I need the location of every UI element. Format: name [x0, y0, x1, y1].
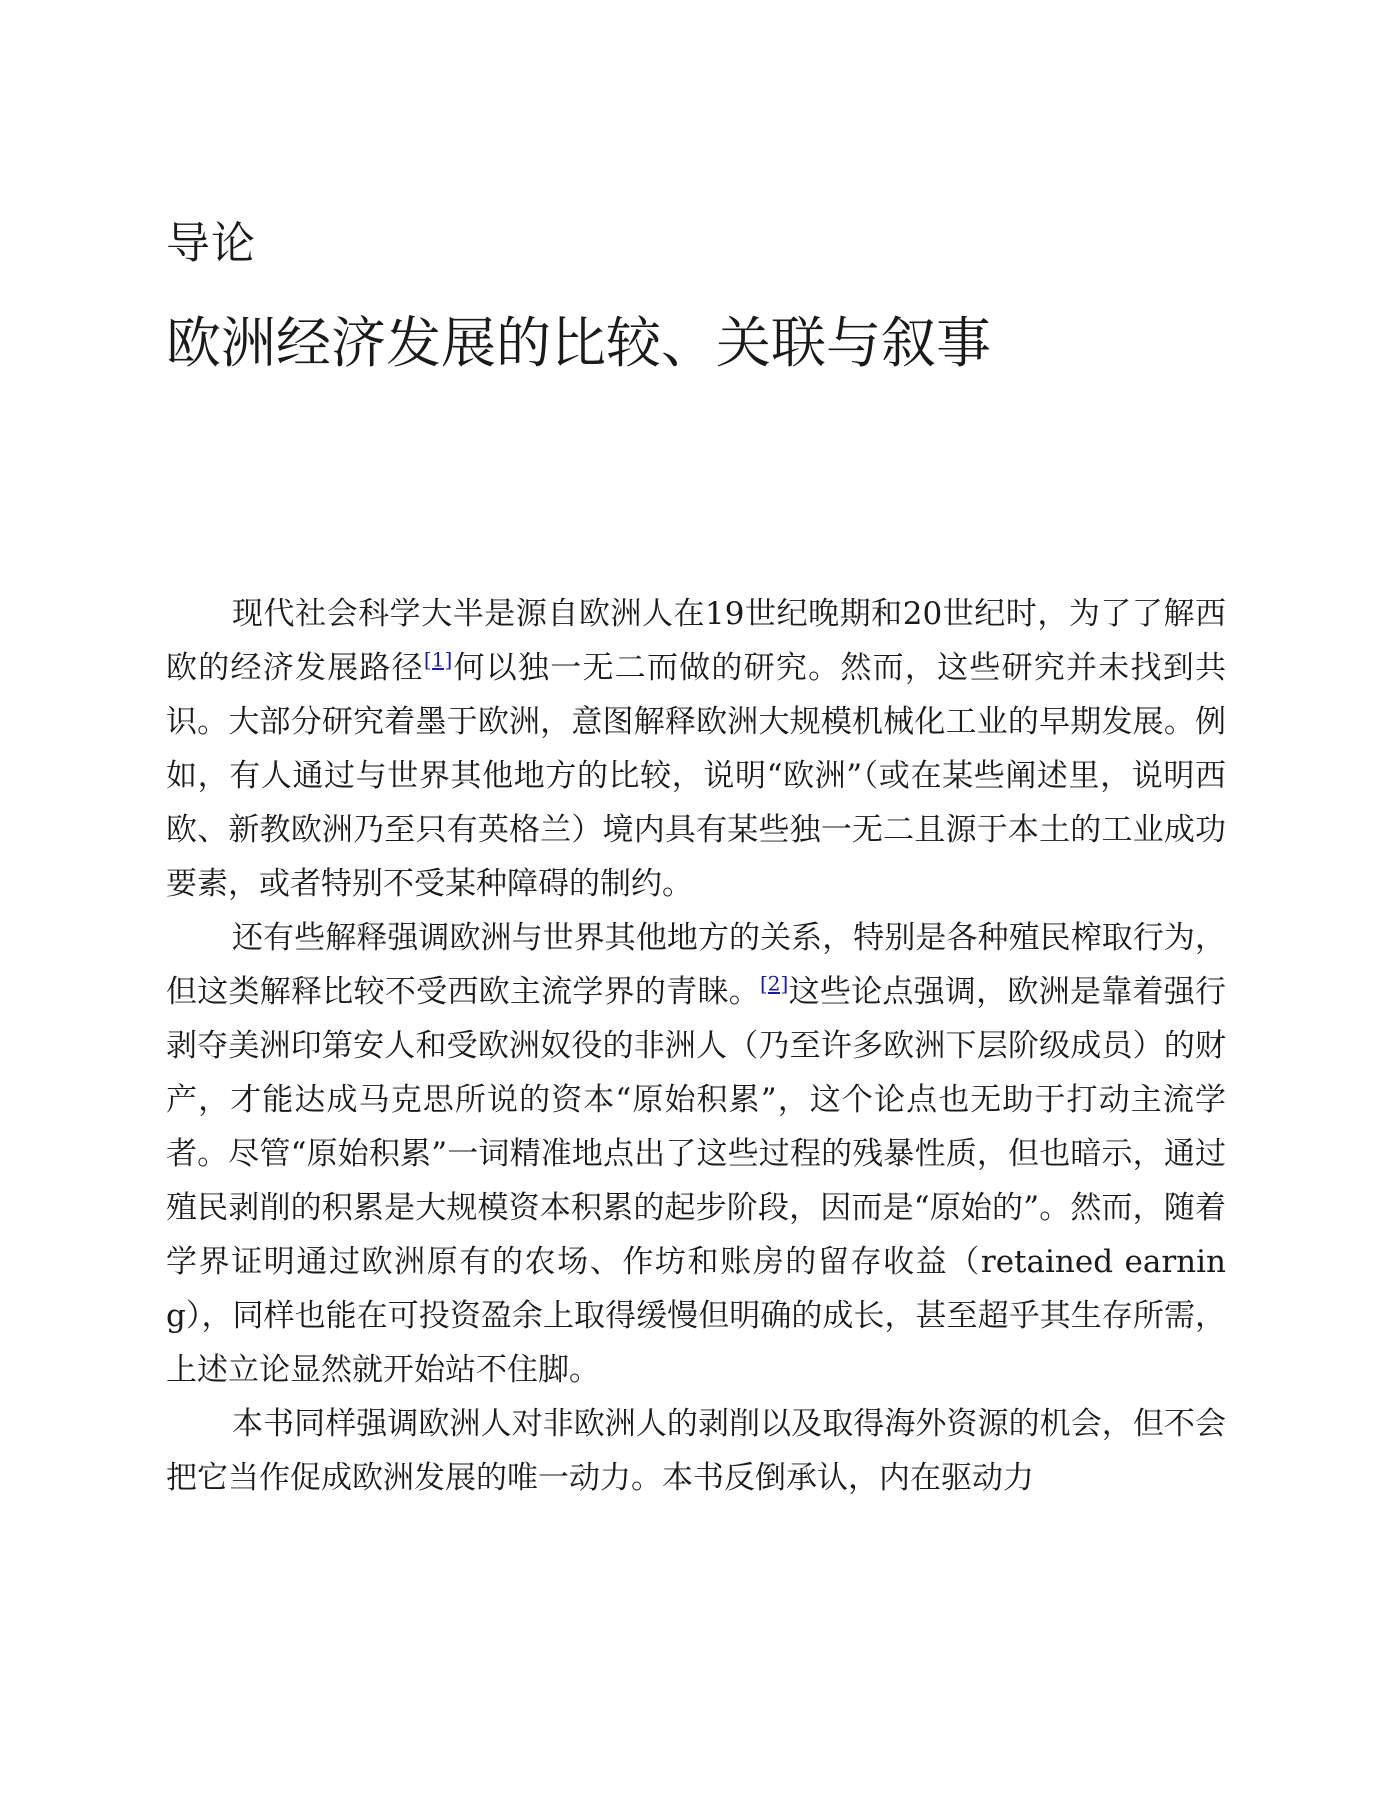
document-page [166, 0, 1226, 1800]
chapter-label: 导论 [166, 218, 256, 269]
footnote-link-1[interactable]: [1] [423, 647, 453, 672]
paragraph-2 [166, 911, 1226, 1397]
body-text [166, 587, 1226, 1505]
paragraph-2-text-b: 这些论点强调，欧洲是靠着强行剥夺美洲印第安人和受欧洲奴役的非洲人（乃至许多欧洲下层阶级成员）的财产，才能达成马克思所说的资本“原始积累”，这个论点也无助于打动主流学者。尽管“原始积累”一词精准地点出了这些过程的残暴性质，但也暗示，通过殖民剥削的积累是大规模资本积累的起步阶段，因而是“原始的”。然而，随着学界证明通过欧洲原有的农场、作坊和账房的留存收益（retained earning），同样也能在可投资盈余上取得缓慢但明确的成长，甚至超乎其生存所需，上述立论显然就开始站不住脚。 [166, 974, 1226, 1388]
paragraph-2-text-a: 还有些解释强调欧洲与世界其他地方的关系，特别是各种殖民榨取行为，但这类解释比较不受西欧主流学界的青睐。 [166, 920, 1226, 1010]
footnote-link-2[interactable]: [2] [759, 971, 789, 996]
chapter-title: 欧洲经济发展的比较、关联与叙事 [166, 311, 992, 375]
paragraph-3: 本书同样强调欧洲人对非欧洲人的剥削以及取得海外资源的机会，但不会把它当作促成欧洲发展的唯一动力。本书反倒承认，内在驱动力 [166, 1406, 1226, 1496]
paragraph-1-text-a: 现代社会科学大半是源自欧洲人在19世纪晚期和20世纪时，为了了解西欧的经济发展路径 [166, 596, 1226, 686]
paragraph-1-text-b: 何以独一无二而做的研究。然而，这些研究并未找到共识。大部分研究着墨于欧洲，意图解释欧洲大规模机械化工业的早期发展。例如，有人通过与世界其他地方的比较，说明“欧洲”（或在某些阐述里，说明西欧、新教欧洲乃至只有英格兰）境内具有某些独一无二且源于本土的工业成功要素，或者特别不受某种障碍的制约。 [166, 650, 1227, 902]
paragraph-1 [166, 587, 1226, 911]
